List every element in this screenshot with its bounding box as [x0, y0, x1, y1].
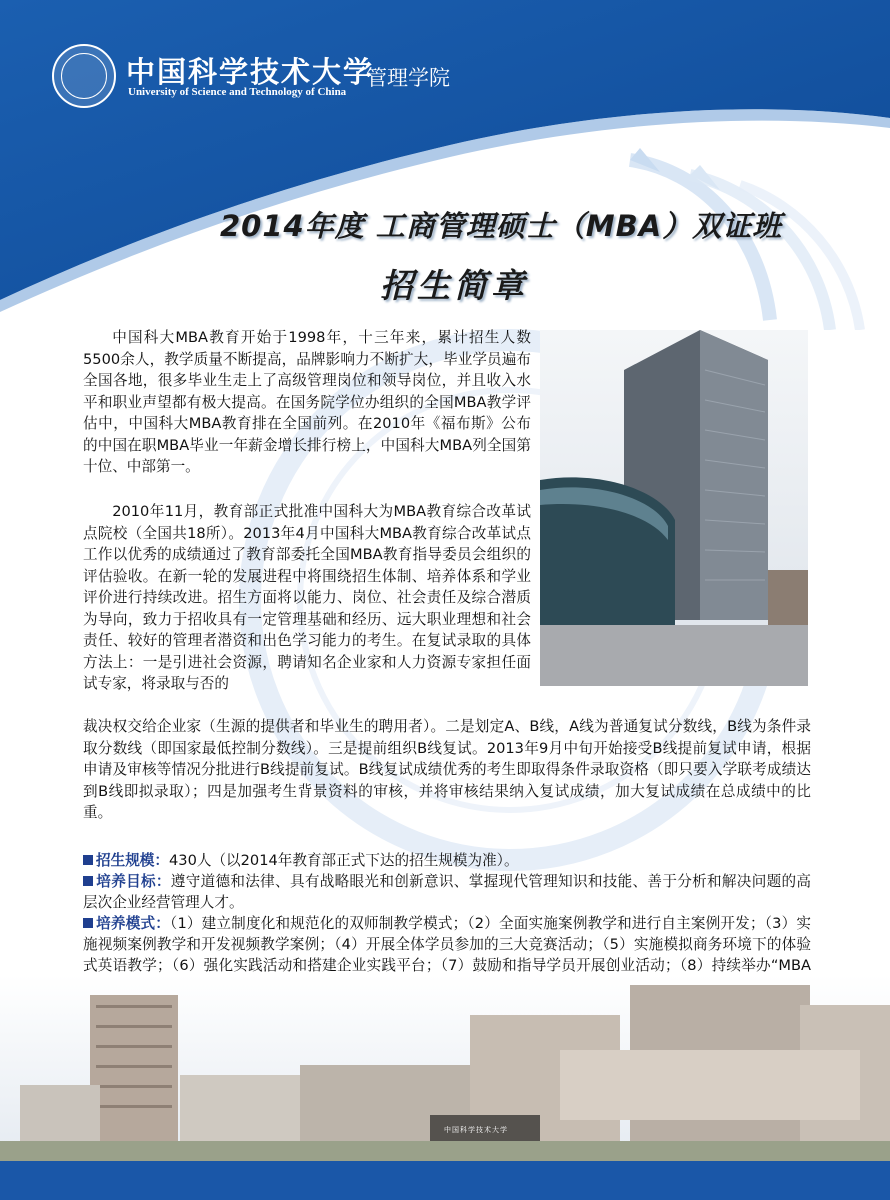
- university-name-en: University of Science and Technology of China: [128, 86, 347, 98]
- bullet-square-icon: [83, 876, 93, 886]
- building-photo: [540, 330, 808, 686]
- bullet-square-icon: [83, 918, 93, 928]
- intro-paragraph-1: 中国科大MBA教育开始于1998年，十三年来，累计招生人数5500余人，教学质量不断提高，品牌影响力不断扩大，毕业学员遍布全国各地，很多毕业生走上了高级管理岗位和领导岗位，并且收入水平和职业声望都有极大提高。在国务院学位办组织的全国MBA教学评估中，中国科大MBA教育排在全国前列。在2010年《福布斯》公布的中国在职MBA毕业一年薪金增长排行榜上，中国科大MBA列全国第十位、中部第一。: [83, 329, 531, 475]
- section-text: 遵守道德和法律、具有战略眼光和创新意识、掌握现代管理知识和技能、善于分析和解决问题的高层次企业经营管理人才。: [83, 873, 811, 911]
- intro-paragraph-2-continued: 裁决权交给企业家（生源的提供者和毕业生的聘用者）。二是划定A、B线，A线为普通复试分数线，B线为条件录取分数线（即国家最低控制分数线）。三是提前组织B线复试。2013年9月中旬开始接受B线提前复试申请，根据申请及审核等情况分批进行B线提前复试。B线复试成绩优秀的考生即取得条件录取资格（即只要入学联考成绩达到B线即拟录取）；四是加强考生背景资料的审核，并将审核结果纳入复试成绩，加大复试成绩在总成绩中的比重。: [83, 718, 811, 821]
- section-training-goal: 培养目标：遵守道德和法律、具有战略眼光和创新意识、掌握现代管理知识和技能、善于分析和解决问题的高层次企业经营管理人才。: [83, 873, 811, 911]
- intro-paragraph-2: 2010年11月，教育部正式批准中国科大为MBA教育综合改革试点院校（全国共18所）。2013年4月中国科大MBA教育综合改革试点工作以优秀的成绩通过了教育部委托全国MBA教育指导委员会组织的评估验收。在新一轮的发展进程中将围绕招生体制、培养体系和学业评价进行持续改进。招生方面将以能力、岗位、社会责任及综合潜质为导向，致力于招收具有一定管理基础和经历、远大职业理想和社会责任、较好的管理者潜资和出色学习能力的考生。在复试录取的具体方法上：一是引进社会资源，聘请知名企业家和人力资源专家担任面试专家，将录取与否的: [83, 503, 531, 692]
- campus-footer-image: [0, 975, 890, 1200]
- section-label: 培养模式: [96, 915, 156, 932]
- section-label: 培养目标: [96, 873, 156, 890]
- section-training-mode: 培养模式：（1）建立制度化和规范化的双师制教学模式；（2）全面实施案例教学和进行自主案例开发；（3）实施视频案例教学和开发视频教学案例；（4）开展全体学员参加的三大竞赛活动；（5）实施模拟商务环境下的体验式英语教学；（6）强化实践活动和搭建企业实践平台；（7）鼓励和指导学员开展创业活动；（8）持续举办“MBA: [83, 913, 811, 997]
- section-text: （1）建立制度化和规范化的双师制教学模式；（2）全面实施案例教学和进行自主案例开发；（3）实施视频案例教学和开发视频教学案例；（4）开展全体学员参加的三大竞赛活动；（5）实施模拟商务环境下的体验式英语教学；（6）强化实践活动和搭建企业实践平台；（7）鼓励和指导学员开展创业活动；（8）持续举办“MBA: [83, 915, 811, 974]
- university-name-cn: 中国科学技术大学: [126, 55, 375, 89]
- section-label: 招生规模: [96, 852, 155, 869]
- section-enrollment-scale: 招生规模：430人（以2014年教育部正式下达的招生规模为准）。: [83, 850, 811, 871]
- page-title: 2014年度 工商管理硕士（MBA）双证班: [220, 209, 783, 243]
- bullet-square-icon: [83, 855, 93, 865]
- section-text: 430人（以2014年教育部正式下达的招生规模为准）。: [169, 852, 519, 869]
- gate-sign-text: 中国科学技术大学: [444, 1126, 508, 1134]
- university-logo: [52, 44, 116, 108]
- school-name: 管理学院: [366, 66, 450, 90]
- page-subtitle: 招生简章: [380, 266, 528, 305]
